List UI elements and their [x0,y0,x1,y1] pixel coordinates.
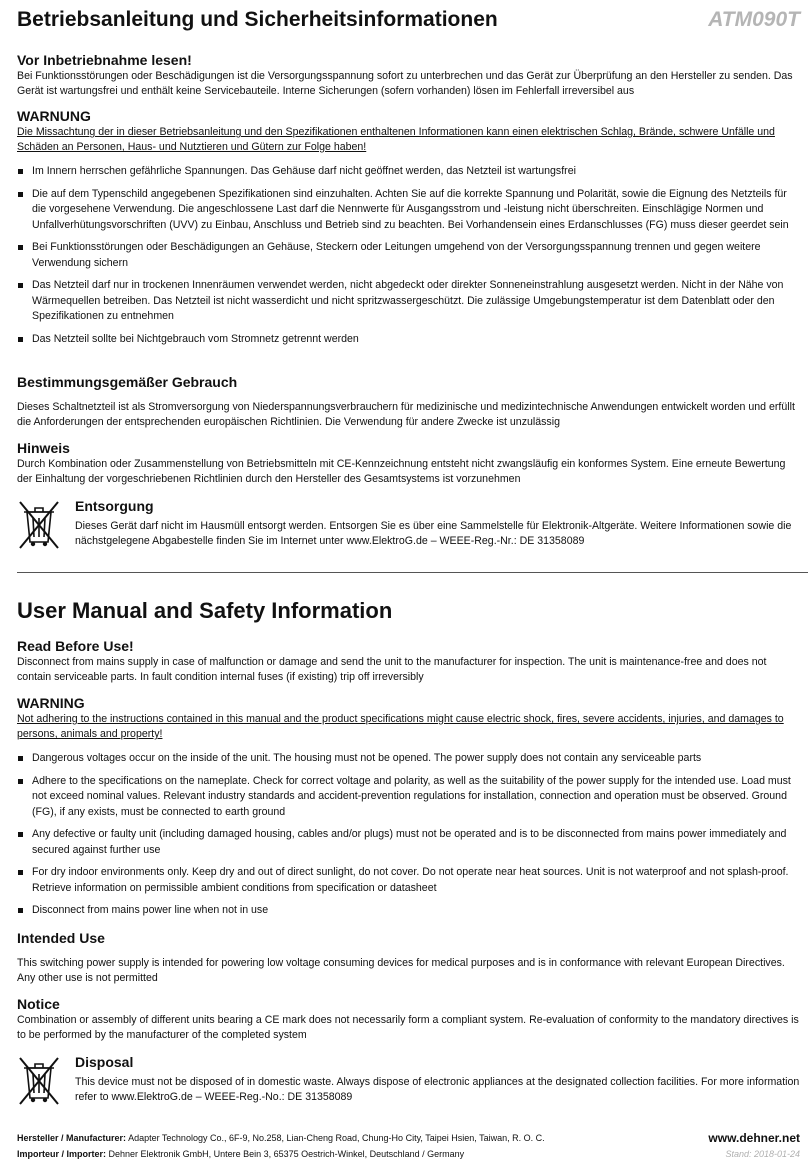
de-warning [17,108,800,354]
en-warning-heading: WARNING [17,695,85,711]
model-number: ATM090T [708,8,800,31]
en-disposal-body [75,1054,800,1105]
header [17,8,800,38]
list-item: Disconnect from mains power line when not in use [17,903,800,919]
list-item: Die auf dem Typenschild angegebenen Spezifikationen sind einzuhalten. Achten Sie auf die korrekte Spannung und Polarität, sowie die Eignung des Netzteils für die vorgesehene Verwendung. Die angeschlossene Last darf die Nennwerte für Ausgangsstrom und -leistung nicht überschreiten. Einschlägige Normen und Unfallverhütungsvorschriften (UVV) zu Einbau, Anschluss und Betrieb sind zu beachten. Bei Vorhandensein eines Erdanschlusses (FG) muss dieser geerdet sein [17,187,800,234]
website-link[interactable]: www.dehner.net [708,1131,800,1145]
importer-line [17,1146,800,1162]
en-warning-list [17,751,800,919]
weee-bin-icon [17,1054,61,1106]
en-page-title: User Manual and Safety Information [17,598,393,623]
de-warning-heading: WARNUNG [17,108,91,124]
manufacturer-label: Hersteller / Manufacturer: [17,1133,127,1143]
de-notice-heading: Hinweis [17,440,70,456]
en-title-block [17,598,800,624]
de-read-before [17,52,800,99]
en-disposal-heading: Disposal [75,1054,134,1070]
list-item: For dry indoor environments only. Keep dry and out of direct sunlight, do not cover. Do not operate near heat sources. Unit is not waterproof and not splash-proof. Retrieve information on permissible ambient conditions from specification or datasheet [17,865,800,896]
de-intended-text: Dieses Schaltnetzteil ist als Stromversorgung von Niederspannungsverbrauchern für medizinische und medizintechnische Anwendungen entwickelt worden und erfüllt die Anforderungen der entsprechenden europäischen Richtlinien. Die Verwendung für andere Zwecke ist unzulässig [17,401,795,428]
en-notice-text: Combination or assembly of different units bearing a CE mark does not necessarily form a compliant system. Re-evaluation of conformity to the mandatory directives is to be performed by the manufacturer of the completed system [17,1014,799,1041]
en-intended-heading: Intended Use [17,930,105,946]
footer-right [708,1130,800,1162]
page-title: Betriebsanleitung und Sicherheitsinformationen [17,8,498,31]
en-disposal [17,1054,800,1106]
de-warning-text: Die Missachtung der in dieser Betriebsanleitung und den Spezifikationen enthaltenen Informationen kann einen elektrischen Schlag, Brände, schwere Unfälle und Schäden an Personen, Haus- und Nutztieren und Gütern zur Folge haben! [17,126,775,153]
en-read-before-heading: Read Before Use! [17,638,134,654]
en-read-before [17,638,800,685]
en-notice [17,996,800,1043]
manufacturer-line [17,1130,800,1146]
importer-value: Dehner Elektronik GmbH, Untere Bein 3, 65375 Oestrich-Winkel, Deutschland / Germany [108,1149,465,1159]
de-notice-text: Durch Kombination oder Zusammenstellung von Betriebsmitteln mit CE-Kennzeichnung entsteht nicht zwangsläufig ein konformes System. Eine erneute Bewertung der Einhaltung der vorgeschriebenen Richtlinien durch den Hersteller des Gesamtsystems ist vorzunehmen [17,458,786,485]
en-read-before-text: Disconnect from mains supply in case of malfunction or damage and send the unit to the manufacturer for inspection. The unit is maintenance-free and does not contain serviceable parts. In fault condition internal fuses (if existing) trip off irreversibly [17,656,767,683]
de-warning-list [17,164,800,347]
de-read-before-heading: Vor Inbetriebnahme lesen! [17,52,192,68]
manufacturer-value: Adapter Technology Co., 6F-9, No.258, Lian-Cheng Road, Chung-Ho City, Taipei Hsien, Taiwan, R. O. C. [128,1133,545,1143]
de-disposal-text: Dieses Gerät darf nicht im Hausmüll entsorgt werden. Entsorgen Sie es über eine Sammelstelle für Elektronik-Altgeräte. Weitere Informationen sowie die nächstgelegene Abgabestelle finden Sie im Internet unter www.ElektroG.de – WEEE-Reg.-Nr.: DE 31358089 [75,520,792,547]
de-intended-heading: Bestimmungsgemäßer Gebrauch [17,374,238,390]
importer-label: Importeur / Importer: [17,1149,107,1159]
list-item: Im Innern herrschen gefährliche Spannungen. Das Gehäuse darf nicht geöffnet werden, das Netzteil ist wartungsfrei [17,164,800,180]
revision-date: Stand: 2018-01-24 [725,1149,800,1159]
de-disposal-body [75,498,800,549]
de-read-before-text: Bei Funktionsstörungen oder Beschädigungen ist die Versorgungsspannung sofort zu unterbrechen und das Gerät zur Überprüfung an den Hersteller zu senden. Das Gerät ist wartungsfrei und enthält keine Servicebauteile. Interne Sicherungen (sofern vorhanden) lösen im Fehlerfall irreversibel aus [17,70,793,97]
de-disposal-heading: Entsorgung [75,498,154,514]
de-notice [17,440,800,487]
list-item: Das Netzteil darf nur in trockenen Innenräumen verwendet werden, nicht abgedeckt oder direkter Sonneneinstrahlung ausgesetzt werden. Nicht in der Nähe von Wärmequellen betreiben. Das Netzteil ist nicht wasserdicht und nicht spritzwassergeschützt. Die zulässige Umgebungstemperatur ist dem Datenblatt oder den Spezifikationen zu entnehmen [17,278,800,325]
en-intended-use [17,930,800,986]
list-item: Bei Funktionsstörungen oder Beschädigungen an Gehäuse, Steckern oder Leitungen umgehend von der Versorgungsspannung trennen und gegen weitere Verwendung sichern [17,240,800,271]
weee-bin-icon [17,498,61,550]
list-item: Dangerous voltages occur on the inside of the unit. The housing must not be opened. The power supply does not contain any serviceable parts [17,751,800,767]
en-intended-text: This switching power supply is intended for powering low voltage consuming devices for medical purposes and is in conformance with relevant European Directives. Any other use is not permitted [17,957,785,984]
de-disposal [17,498,800,550]
list-item: Das Netzteil sollte bei Nichtgebrauch vom Stromnetz getrennt werden [17,332,800,348]
list-item: Any defective or faulty unit (including damaged housing, cables and/or plugs) must not be operated and is to be disconnected from mains power immediately and secured against further use [17,827,800,858]
en-notice-heading: Notice [17,996,60,1012]
en-warning [17,695,800,926]
en-disposal-text: This device must not be disposed of in domestic waste. Always dispose of electronic appliances at the designated collection facilities. For more information refer to www.ElektroG.de – WEEE-Reg.-No.: DE 31358089 [75,1076,800,1103]
de-intended-use [17,374,800,430]
list-item: Adhere to the specifications on the nameplate. Check for correct voltage and polarity, as well as the suitability of the power supply for the intended use. Load must not exceed nominal values. Relevant industry standards and accident-prevention regulations for installation, connection and operation must be observed. Ground (FG), if any exists, must be connected to earth ground [17,774,800,821]
language-divider [17,572,808,573]
footer [17,1130,800,1162]
en-warning-text: Not adhering to the instructions contained in this manual and the product specifications might cause electric shock, fires, severe accidents, injuries, and damages to persons, animals and property! [17,713,784,740]
